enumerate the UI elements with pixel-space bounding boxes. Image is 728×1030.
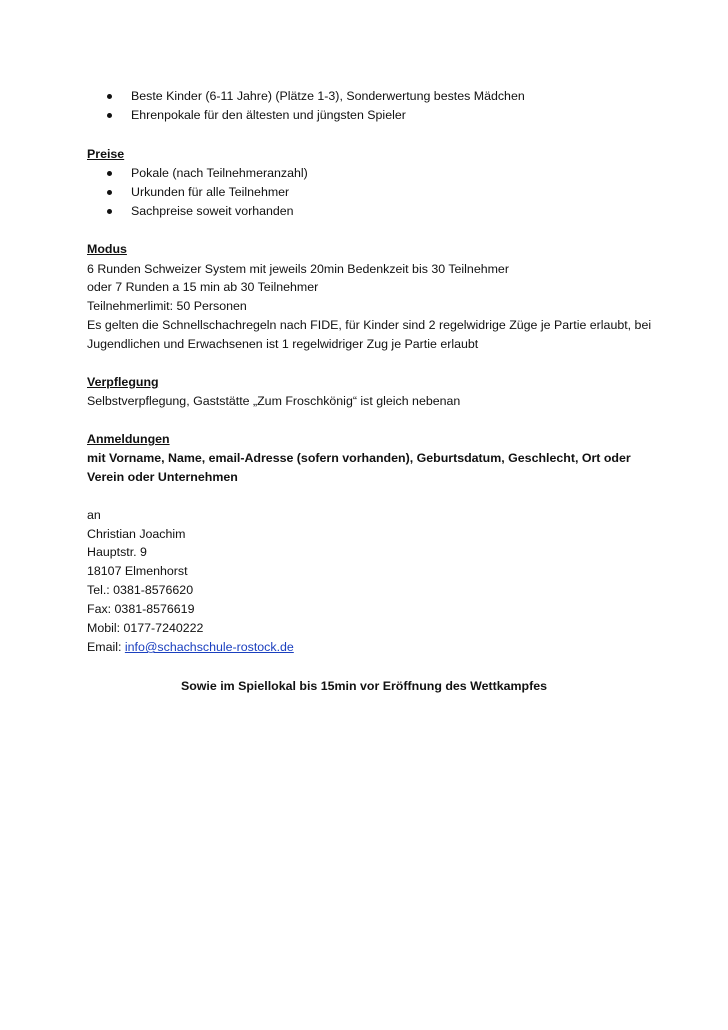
verpflegung-text: Selbstverpflegung, Gaststätte „Zum Froschkönig“ ist gleich nebenan [87, 394, 461, 408]
bullet-icon [107, 94, 112, 99]
bullet-icon [107, 190, 112, 195]
list-item: Sachpreise soweit vorhanden [131, 204, 294, 218]
section-heading-verpflegung: Verpflegung [87, 375, 159, 389]
section-heading-anmeldungen: Anmeldungen [87, 432, 170, 446]
list-item: Beste Kinder (6-11 Jahre) (Plätze 1-3), Sonderwertung bestes Mädchen [131, 89, 525, 103]
modus-line: Es gelten die Schnellschachregeln nach FIDE, für Kinder sind 2 regelwidrige Züge je Partie erlaubt, bei [87, 318, 652, 332]
contact-street: Hauptstr. 9 [87, 545, 147, 559]
contact-email-row [87, 639, 294, 655]
email-label: Email: [87, 640, 125, 654]
bullet-icon [107, 171, 112, 176]
contact-mobile: Mobil: 0177-7240222 [87, 621, 204, 635]
contact-city: 18107 Elmenhorst [87, 564, 188, 578]
contact-phone: Tel.: 0381-8576620 [87, 583, 194, 597]
section-heading-modus: Modus [87, 242, 127, 256]
contact-line: an [87, 508, 101, 522]
modus-line: oder 7 Runden a 15 min ab 30 Teilnehmer [87, 280, 319, 294]
email-link[interactable]: info@schachschule-rostock.de [124, 640, 294, 654]
modus-line: 6 Runden Schweizer System mit jeweils 20min Bedenkzeit bis 30 Teilnehmer [87, 262, 509, 276]
contact-fax: Fax: 0381-8576619 [87, 602, 195, 616]
footer-note: Sowie im Spiellokal bis 15min vor Eröffnung des Wettkampfes [180, 679, 548, 693]
list-item: Ehrenpokale für den ältesten und jüngsten Spieler [131, 108, 406, 122]
anmeldungen-line: mit Vorname, Name, email-Adresse (sofern vorhanden), Geburtsdatum, Geschlecht, Ort oder [87, 451, 631, 465]
bullet-icon [107, 113, 112, 118]
modus-line: Jugendlichen und Erwachsenen ist 1 regelwidriger Zug je Partie erlaubt [87, 337, 479, 351]
bullet-icon [107, 209, 112, 214]
list-item: Pokale (nach Teilnehmeranzahl) [131, 166, 308, 180]
modus-line: Teilnehmerlimit: 50 Personen [87, 299, 247, 313]
section-heading-preise: Preise [87, 147, 125, 161]
anmeldungen-line: Verein oder Unternehmen [87, 470, 238, 484]
contact-name: Christian Joachim [87, 527, 186, 541]
list-item: Urkunden für alle Teilnehmer [131, 185, 290, 199]
